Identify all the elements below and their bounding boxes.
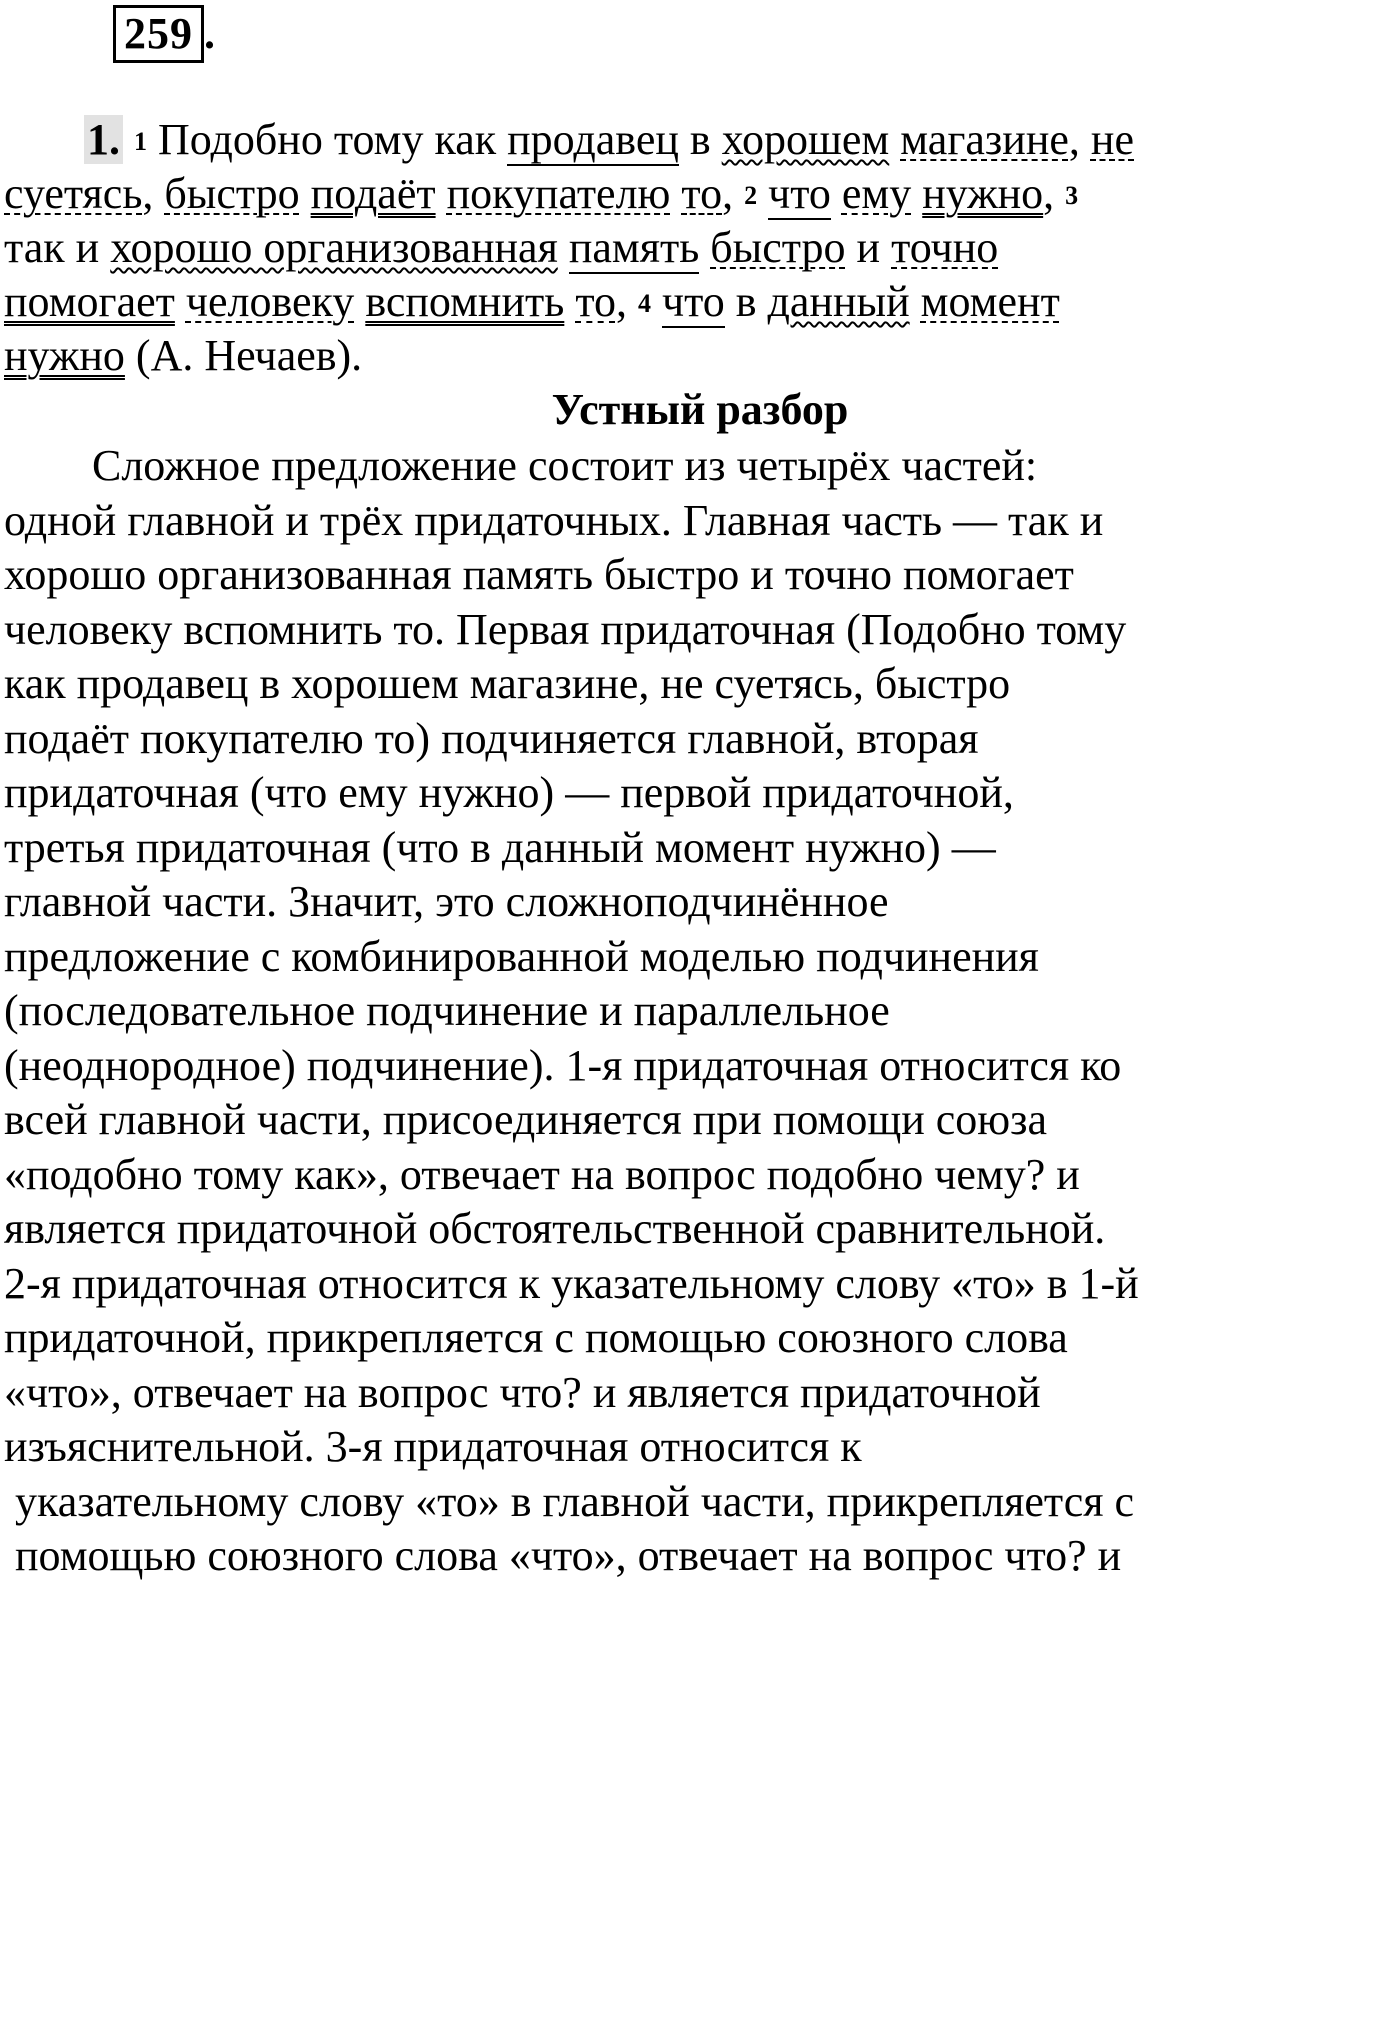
analysis-line: хорошо организованная память быстро и точно помогает xyxy=(4,550,1074,599)
adverbial-word: точно xyxy=(891,223,999,272)
part-mark-3: 3 xyxy=(1065,181,1079,210)
text-span xyxy=(564,277,575,326)
analysis-line: указательному слову «то» в главной части, прикрепляется с xyxy=(4,1476,1134,1526)
analysis-line: «что», отвечает на вопрос что? и является придаточной xyxy=(4,1367,1041,1417)
task-number-dot: . xyxy=(204,9,216,58)
text-span: Подобно тому как xyxy=(147,115,508,164)
text-span xyxy=(558,223,569,272)
adverbial-word: магазине xyxy=(900,115,1069,164)
predicate-word: вспомнить xyxy=(365,277,565,326)
task-number-box: 259 xyxy=(113,5,204,63)
text-span xyxy=(175,277,186,326)
subject-word: продавец xyxy=(507,115,679,164)
object-word: то xyxy=(681,169,723,218)
text-span xyxy=(911,169,922,218)
predicate-word: нужно xyxy=(922,169,1044,218)
adverbial-word: не xyxy=(1090,115,1134,164)
adverbial-word: быстро xyxy=(710,223,846,272)
text-span xyxy=(831,169,842,218)
attribute-word: данный xyxy=(767,277,910,326)
section-heading: Устный разбор xyxy=(551,385,849,434)
analysis-line: как продавец в хорошем магазине, не суетясь, быстро xyxy=(4,659,1011,708)
analysis-line: всей главной части, присоединяется при помощи союза xyxy=(4,1095,1048,1144)
text-span xyxy=(910,277,921,326)
text-span: так и xyxy=(4,223,111,272)
text-span: , xyxy=(615,277,638,326)
object-word: человеку xyxy=(185,277,355,326)
analysis-line: придаточная (что ему нужно) — первой придаточной, xyxy=(4,768,1014,817)
analysis-line: (неоднородное) подчинение). 1-я придаточная относится ко xyxy=(4,1040,1122,1090)
analysis-line: главной части. Значит, это сложноподчинённое xyxy=(4,877,889,926)
text-span xyxy=(699,223,710,272)
object-word: то xyxy=(575,277,616,326)
text-span: (А. Нечаев). xyxy=(124,331,363,380)
adverbial-word: суетясь xyxy=(4,169,143,218)
analysis-line: человеку вспомнить то. Первая придаточная (Подобно тому xyxy=(4,604,1127,654)
text-span: , xyxy=(722,169,745,218)
attribute-word: хорошем xyxy=(721,115,890,164)
text-span: в xyxy=(724,277,768,326)
part-mark-4: 4 xyxy=(637,289,651,318)
analysis-line: третья придаточная (что в данный момент нужно) — xyxy=(4,822,996,872)
text-span xyxy=(354,277,365,326)
predicate-word: нужно xyxy=(4,331,125,380)
text-span xyxy=(436,169,447,218)
object-word: ему xyxy=(841,169,912,218)
analysis-line: одной главной и трёх придаточных. Главная часть — так и xyxy=(4,495,1104,545)
analysis-line: является придаточной обстоятельственной сравнительной. xyxy=(4,1204,1106,1253)
text-span: , xyxy=(1068,115,1091,164)
text-span: , xyxy=(142,169,165,218)
text-span: , xyxy=(1043,169,1066,218)
predicate-word: помогает xyxy=(4,277,175,326)
analysis-line: Сложное предложение состоит из четырёх частей: xyxy=(4,441,1038,490)
subject-word: что xyxy=(768,169,831,218)
adverbial-word: момент xyxy=(920,277,1060,326)
part-mark-1: 1 xyxy=(134,127,147,156)
subject-word: память xyxy=(568,223,700,272)
predicate-word: подаёт xyxy=(310,169,436,218)
task-number xyxy=(113,4,216,64)
text-span xyxy=(670,169,681,218)
object-word: покупателю xyxy=(446,169,671,218)
example-marker: 1. xyxy=(84,115,123,164)
text-span: и xyxy=(845,223,892,272)
analysis-line: (последовательное подчинение и параллельное xyxy=(4,986,890,1035)
text-span: в xyxy=(678,115,722,164)
adverbial-word: быстро xyxy=(164,169,300,218)
analysis-line: подаёт покупателю то) подчиняется главной, вторая xyxy=(4,713,979,763)
analysis-line: 2-я придаточная относится к указательному слову «то» в 1-й xyxy=(4,1258,1139,1308)
text-span xyxy=(300,169,311,218)
analysis-line: «подобно тому как», отвечает на вопрос подобно чему? и xyxy=(4,1149,1080,1199)
text-span xyxy=(889,115,900,164)
analysis-line: изъяснительной. 3-я придаточная относится к xyxy=(4,1422,862,1471)
analysis-line: помощью союзного слова «что», отвечает на вопрос что? и xyxy=(4,1531,1122,1580)
analysis-line: предложение с комбинированной моделью подчинения xyxy=(4,931,1039,981)
analysis-line: придаточной, прикрепляется с помощью союзного слова xyxy=(4,1313,1068,1362)
part-mark-2: 2 xyxy=(744,181,758,210)
subject-word: что xyxy=(661,277,725,326)
attribute-word: хорошо организованная xyxy=(110,223,558,272)
